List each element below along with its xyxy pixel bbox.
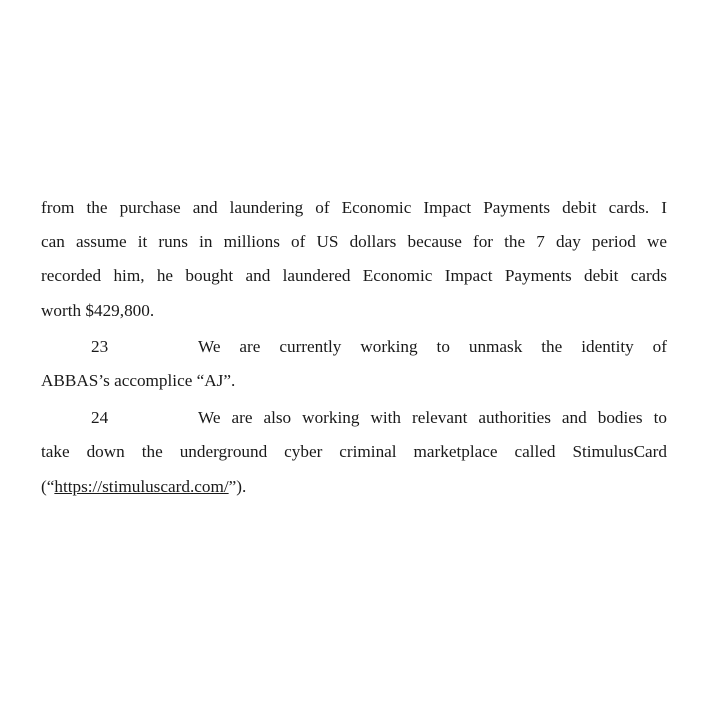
quote-close: ”). — [228, 476, 247, 496]
text-line: ABBAS’s accomplice “AJ”. — [41, 371, 236, 391]
stimuluscard-link[interactable]: https://stimuluscard.com/ — [54, 476, 229, 496]
text-line: We are currently working to unmask the identity of — [198, 337, 667, 357]
paragraph-24 — [41, 401, 667, 504]
quote-open: (“ — [41, 476, 55, 496]
text-line: can assume it runs in millions of US dollars because for the 7 day period we — [41, 232, 667, 252]
continuation-paragraph — [41, 191, 667, 328]
document-body — [41, 191, 667, 504]
text-line — [41, 470, 667, 504]
paragraph-23 — [41, 330, 667, 398]
paragraph-number: 24 — [91, 408, 109, 428]
text-line: from the purchase and laundering of Economic Impact Payments debit cards. I — [41, 198, 667, 217]
text-line: take down the underground cyber criminal marketplace called StimulusCard — [41, 442, 667, 462]
text-line: We are also working with relevant authorities and bodies to — [198, 408, 667, 428]
text-line: recorded him, he bought and laundered Economic Impact Payments debit cards — [41, 266, 667, 286]
text-line: worth $429,800. — [41, 300, 155, 320]
paragraph-number: 23 — [91, 337, 109, 357]
